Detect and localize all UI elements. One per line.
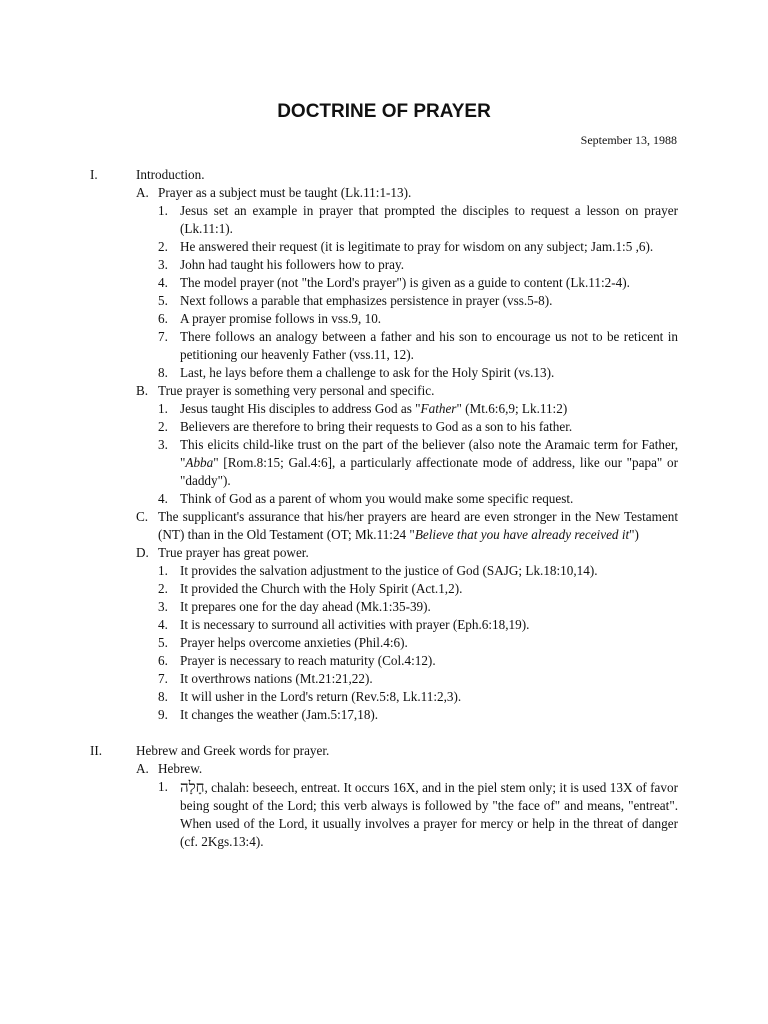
outline-text: It overthrows nations (Mt.21:21,22). [180, 671, 373, 686]
outline-label: 5. [158, 293, 168, 308]
hebrew-word: חָלָה [180, 778, 205, 796]
outline-label: 8. [158, 689, 168, 704]
outline-item [0, 238, 768, 256]
outline-text: There follows an analogy between a father and his son to encourage us not to be reticent in petitioning our heavenly Father (vss.11, 12). [180, 329, 678, 362]
outline-label: 3. [158, 257, 168, 272]
outline-label: 2. [158, 581, 168, 596]
outline-label: 8. [158, 365, 168, 380]
outline-item [0, 418, 768, 436]
outline-text: Prayer as a subject must be taught (Lk.11:1-13). [158, 185, 412, 200]
outline-label: 3. [158, 437, 168, 452]
text-run: The supplicant's assurance that his/her prayers are heard are even stronger in the New Testament (NT) than in the Old Testament (OT; Mk.11:24 " [158, 509, 678, 542]
outline-text: Prayer is necessary to reach maturity (Col.4:12). [180, 653, 436, 668]
text-run: " [Rom.8:15; Gal.4:6], a particularly affectionate mode of address, like our "papa" or "daddy"). [180, 455, 678, 488]
outline-item [0, 382, 768, 400]
outline-item [0, 760, 768, 778]
outline-item [0, 292, 768, 310]
outline-item [0, 634, 768, 652]
outline-item [0, 274, 768, 292]
outline-label: 2. [158, 419, 168, 434]
outline-item [0, 688, 768, 706]
italic-text: Abba [185, 455, 214, 470]
outline-text: It will usher in the Lord's return (Rev.5:8, Lk.11:2,3). [180, 689, 462, 704]
italic-text: Father [420, 401, 457, 416]
section-spacer [0, 724, 768, 742]
outline-item [0, 652, 768, 670]
outline-label: 1. [158, 203, 168, 218]
outline-label: C. [136, 509, 149, 524]
outline-text: It prepares one for the day ahead (Mk.1:35-39). [180, 599, 431, 614]
outline-item [0, 400, 768, 418]
outline-label: D. [136, 545, 149, 560]
outline-label: 3. [158, 599, 168, 614]
outline-text: It is necessary to surround all activities with prayer (Eph.6:18,19). [180, 617, 530, 632]
text-run: " (Mt.6:6,9; Lk.11:2) [456, 401, 568, 416]
outline-item [0, 778, 768, 851]
text-run: This elicits child-like trust on the part of the believer (also note the Aramaic term for Father, " [180, 437, 678, 470]
outline [0, 166, 768, 851]
outline-item [0, 670, 768, 688]
outline-text: Believers are therefore to bring their requests to God as a son to his father. [180, 419, 573, 434]
outline-text: Think of God as a parent of whom you would make some specific request. [180, 491, 574, 506]
outline-label: 4. [158, 491, 168, 506]
document-date: September 13, 1988 [580, 133, 677, 147]
outline-label: I. [90, 167, 98, 182]
outline-label: 2. [158, 239, 168, 254]
outline-label: 4. [158, 617, 168, 632]
outline-item [0, 436, 768, 490]
outline-label: 6. [158, 311, 168, 326]
outline-label: A. [136, 185, 149, 200]
outline-text [180, 436, 678, 490]
outline-item [0, 544, 768, 562]
outline-text: It changes the weather (Jam.5:17,18). [180, 707, 379, 722]
outline-text: The model prayer (not "the Lord's prayer") is given as a guide to content (Lk.11:2-4). [180, 275, 630, 290]
outline-text: It provides the salvation adjustment to the justice of God (SAJG; Lk.18:10,14). [180, 563, 598, 578]
document-title: DOCTRINE OF PRAYER [277, 101, 491, 122]
outline-item [0, 580, 768, 598]
outline-item [0, 490, 768, 508]
outline-text: Introduction. [136, 167, 205, 182]
outline-item [0, 706, 768, 724]
outline-text: True prayer has great power. [158, 545, 309, 560]
outline-text: Hebrew. [158, 761, 203, 776]
outline-text: Next follows a parable that emphasizes persistence in prayer (vss.5-8). [180, 293, 553, 308]
outline-text: John had taught his followers how to pray. [180, 257, 405, 272]
text-run: ") [629, 527, 639, 542]
outline-label: 1. [158, 563, 168, 578]
outline-label: 9. [158, 707, 168, 722]
outline-label: 1. [158, 401, 168, 416]
outline-item [0, 508, 768, 544]
outline-label: 4. [158, 275, 168, 290]
outline-item [0, 256, 768, 274]
outline-item [0, 166, 768, 184]
outline-item [0, 598, 768, 616]
outline-item [0, 742, 768, 760]
outline-text: True prayer is something very personal and specific. [158, 383, 435, 398]
outline-text: Last, he lays before them a challenge to ask for the Holy Spirit (vs.13). [180, 365, 555, 380]
outline-label: A. [136, 761, 149, 776]
outline-text [180, 400, 678, 418]
outline-item [0, 562, 768, 580]
outline-text: He answered their request (it is legitimate to pray for wisdom on any subject; Jam.1:5 ,6). [180, 239, 654, 254]
text-run: , chalah: beseech, entreat. It occurs 16X, and in the piel stem only; it is used 13X of favor being sought of the Lord; this verb always is followed by "the face of" and means, "entreat". When used of the Lord, it usually involves a prayer for mercy or help in the threat of danger (cf. 2Kgs.13:4). [180, 780, 678, 849]
outline-text: Prayer helps overcome anxieties (Phil.4:6). [180, 635, 408, 650]
outline-text [180, 778, 678, 851]
italic-text: Believe that you have already received it [414, 527, 630, 542]
outline-item [0, 184, 768, 202]
outline-label: II. [90, 743, 103, 758]
outline-text: A prayer promise follows in vss.9, 10. [180, 311, 382, 326]
outline-item [0, 310, 768, 328]
outline-label: B. [136, 383, 149, 398]
outline-label: 1. [158, 779, 168, 794]
outline-text: Jesus set an example in prayer that prompted the disciples to request a lesson on prayer (Lk.11:1). [180, 203, 678, 236]
text-run: Jesus taught His disciples to address God as " [180, 401, 421, 416]
outline-label: 7. [158, 329, 168, 344]
outline-label: 6. [158, 653, 168, 668]
outline-text: Hebrew and Greek words for prayer. [136, 743, 330, 758]
outline-item [0, 616, 768, 634]
outline-item [0, 202, 768, 238]
outline-item [0, 364, 768, 382]
outline-text [158, 508, 678, 544]
outline-label: 5. [158, 635, 168, 650]
outline-text: It provided the Church with the Holy Spirit (Act.1,2). [180, 581, 463, 596]
outline-item [0, 328, 768, 364]
outline-label: 7. [158, 671, 168, 686]
